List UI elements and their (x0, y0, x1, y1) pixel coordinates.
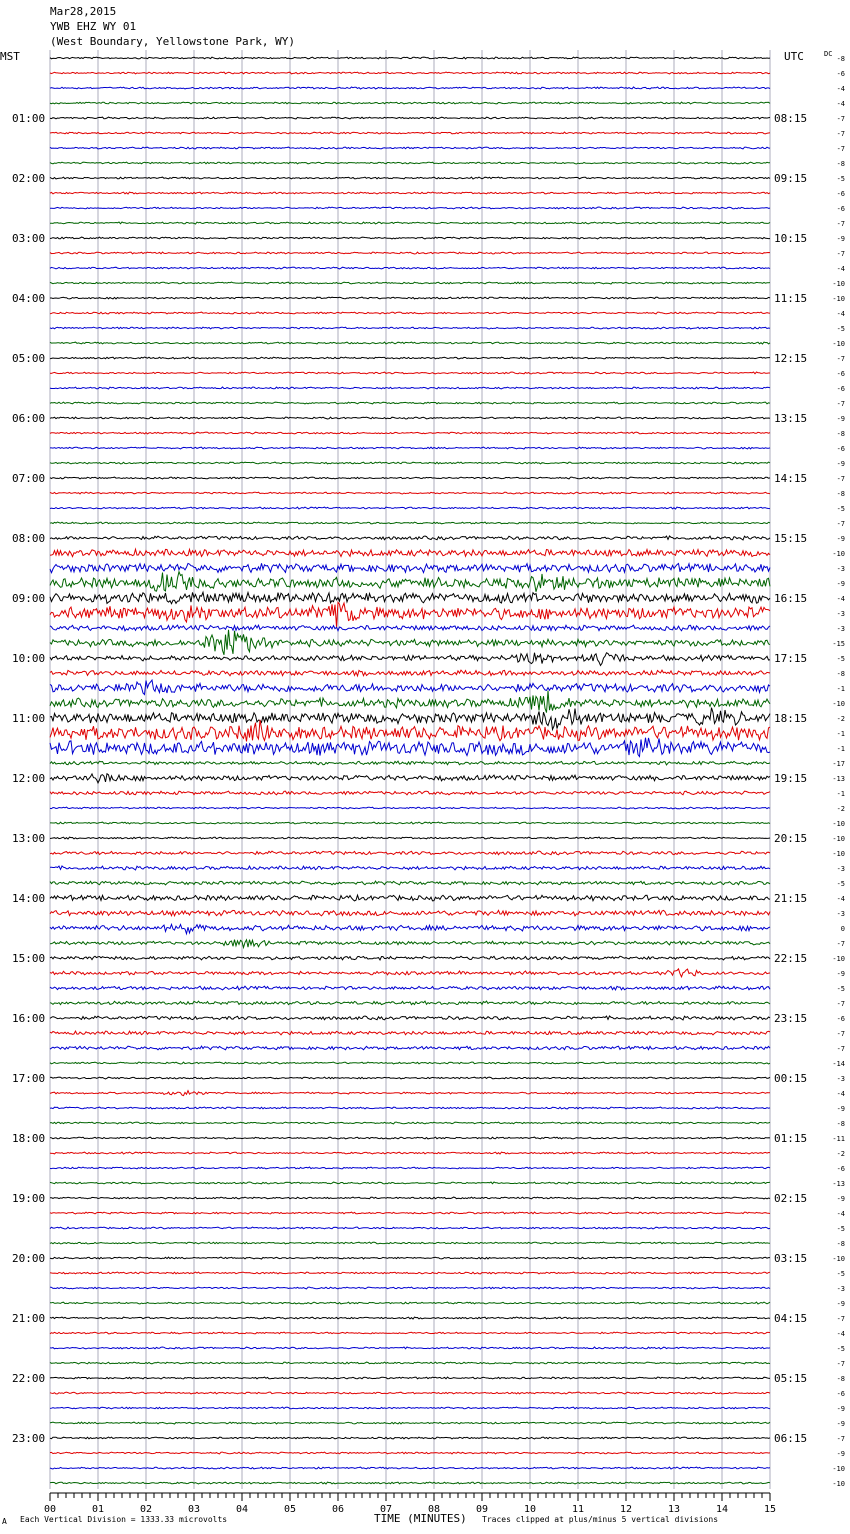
dc-offset-value: -3 (836, 625, 845, 633)
trace-row-15 (50, 282, 770, 284)
dc-offset-value: -3 (836, 565, 845, 573)
trace-row-53 (50, 851, 770, 855)
trace-row-85 (50, 1332, 770, 1334)
dc-offset-value: -7 (836, 1045, 845, 1053)
dc-offset-value: -2 (836, 715, 845, 723)
right-hour-label: 01:15 (774, 1132, 808, 1145)
trace-row-93 (50, 1452, 770, 1454)
dc-offset-value: -9 (836, 1450, 845, 1458)
dc-offset-value: -8 (836, 430, 845, 438)
trace-row-30 (50, 507, 770, 509)
trace-row-22 (50, 387, 770, 389)
left-hour-label: 17:00 (12, 1072, 46, 1085)
left-hour-label: 03:00 (12, 232, 46, 245)
dc-offset-value: -6 (836, 70, 845, 78)
dc-offset-value: -13 (832, 775, 845, 783)
trace-row-86 (50, 1347, 770, 1349)
dc-offset-value: -5 (836, 880, 845, 888)
dc-offset-value: -9 (836, 235, 845, 243)
trace-row-36 (50, 592, 770, 603)
dc-offset-value: -9 (836, 1105, 845, 1113)
dc-offset-value: -9 (836, 1300, 845, 1308)
right-hour-label: 04:15 (774, 1312, 808, 1325)
trace-row-48 (50, 774, 770, 783)
trace-row-89 (50, 1392, 770, 1394)
dc-offset-value: -2 (836, 1150, 845, 1158)
trace-row-4 (50, 117, 770, 119)
trace-row-37 (50, 602, 770, 627)
trace-row-95 (50, 1482, 770, 1484)
dc-offset-value: -9 (836, 580, 845, 588)
x-tick-label: 05 (283, 1504, 297, 1515)
footer-mark: A (2, 1517, 7, 1526)
dc-offset-value: -8 (836, 1375, 845, 1383)
trace-row-44 (50, 708, 770, 730)
right-timezone-label: UTC (784, 50, 804, 63)
trace-row-7 (50, 162, 770, 164)
trace-row-57 (50, 910, 770, 915)
dc-offset-value: -4 (836, 100, 845, 108)
left-hour-label: 09:00 (12, 592, 46, 605)
dc-offset-value: -7 (836, 520, 845, 528)
trace-row-42 (50, 680, 770, 694)
right-hour-label: 02:15 (774, 1192, 808, 1205)
dc-offset-value: -5 (836, 175, 845, 183)
trace-row-92 (50, 1437, 770, 1439)
dc-offset-value: -1 (836, 745, 845, 753)
trace-row-10 (50, 207, 770, 209)
left-hour-label: 13:00 (12, 832, 46, 845)
right-hour-label: 08:15 (774, 112, 808, 125)
trace-row-23 (50, 402, 770, 404)
dc-offset-value: -10 (832, 700, 845, 708)
trace-row-34 (50, 563, 770, 572)
dc-offset-value: -9 (836, 1195, 845, 1203)
left-hour-label: 01:00 (12, 112, 46, 125)
right-hour-label: 10:15 (774, 232, 808, 245)
dc-offset-value: -4 (836, 895, 845, 903)
right-hour-label: 11:15 (774, 292, 808, 305)
trace-row-70 (50, 1107, 770, 1109)
x-tick-label: 09 (475, 1504, 489, 1515)
left-hour-label: 11:00 (12, 712, 46, 725)
trace-row-31 (50, 522, 770, 524)
trace-row-13 (50, 252, 770, 254)
trace-row-73 (50, 1152, 770, 1154)
dc-offset-value: -7 (836, 130, 845, 138)
trace-row-67 (50, 1062, 770, 1064)
x-tick-label: 03 (187, 1504, 201, 1515)
dc-offset-values (832, 55, 845, 1488)
dc-offset-value: -7 (836, 220, 845, 228)
dc-offset-value: -7 (836, 1000, 845, 1008)
right-hour-label: 09:15 (774, 172, 808, 185)
left-hour-label: 02:00 (12, 172, 46, 185)
dc-offset-value: -5 (836, 655, 845, 663)
trace-row-82 (50, 1287, 770, 1289)
trace-row-78 (50, 1227, 770, 1229)
dc-offset-value: -7 (836, 115, 845, 123)
trace-row-12 (50, 237, 770, 239)
trace-row-9 (50, 192, 770, 194)
dc-offset-value: -6 (836, 1015, 845, 1023)
trace-row-0 (50, 57, 770, 59)
dc-offset-value: -5 (836, 325, 845, 333)
x-tick-label: 11 (571, 1504, 585, 1515)
trace-row-43 (50, 691, 770, 713)
dc-offset-value: -7 (836, 145, 845, 153)
trace-row-18 (50, 327, 770, 329)
dc-offset-value: -3 (836, 1285, 845, 1293)
dc-offset-value: -3 (836, 910, 845, 918)
dc-offset-value: -3 (836, 865, 845, 873)
left-hour-label: 04:00 (12, 292, 46, 305)
right-hour-label: 00:15 (774, 1072, 808, 1085)
trace-row-71 (50, 1122, 770, 1124)
trace-row-5 (50, 132, 770, 134)
trace-row-11 (50, 222, 770, 224)
dc-offset-value: -1 (836, 790, 845, 798)
trace-row-80 (50, 1257, 770, 1259)
dc-offset-value: -10 (832, 1255, 845, 1263)
dc-offset-value: -6 (836, 445, 845, 453)
dc-offset-value: -3 (836, 1075, 845, 1083)
left-hour-label: 12:00 (12, 772, 46, 785)
trace-row-60 (50, 956, 770, 960)
dc-offset-value: -6 (836, 370, 845, 378)
dc-offset-value: -17 (832, 760, 845, 768)
trace-row-49 (50, 791, 770, 795)
trace-row-77 (50, 1212, 770, 1214)
right-hour-label: 23:15 (774, 1012, 808, 1025)
dc-offset-value: -9 (836, 1405, 845, 1413)
clip-note: Traces clipped at plus/minus 5 vertical divisions (482, 1515, 719, 1524)
dc-offset-value: -1 (836, 685, 845, 693)
right-hour-label: 21:15 (774, 892, 808, 905)
dc-offset-value: -6 (836, 1165, 845, 1173)
right-hour-label: 05:15 (774, 1372, 808, 1385)
left-hour-label: 14:00 (12, 892, 46, 905)
right-hour-label: 20:15 (774, 832, 808, 845)
trace-row-90 (50, 1407, 770, 1409)
trace-row-35 (50, 572, 770, 592)
left-hour-label: 08:00 (12, 532, 46, 545)
dc-offset-value: -10 (832, 850, 845, 858)
trace-row-75 (50, 1182, 770, 1184)
right-hour-label: 14:15 (774, 472, 808, 485)
trace-row-79 (50, 1242, 770, 1244)
trace-row-38 (50, 625, 770, 631)
dc-offset-value: -4 (836, 265, 845, 273)
x-tick-label: 07 (379, 1504, 393, 1515)
dc-offset-value: -8 (836, 1240, 845, 1248)
dc-offset-value: -6 (836, 385, 845, 393)
left-hour-label: 18:00 (12, 1132, 46, 1145)
dc-offset-value: -7 (836, 400, 845, 408)
dc-offset-value: -7 (836, 1435, 845, 1443)
trace-row-54 (50, 866, 770, 870)
dc-offset-value: -7 (836, 475, 845, 483)
trace-row-41 (50, 670, 770, 676)
x-tick-label: 02 (139, 1504, 153, 1515)
dc-offset-value: -5 (836, 505, 845, 513)
dc-offset-value: -9 (836, 415, 845, 423)
x-axis-title: TIME (MINUTES) (374, 1512, 467, 1525)
dc-offset-value: -9 (836, 1420, 845, 1428)
trace-row-29 (50, 492, 770, 494)
trace-row-88 (50, 1377, 770, 1379)
left-hour-label: 19:00 (12, 1192, 46, 1205)
right-hour-label: 03:15 (774, 1252, 808, 1265)
trace-row-62 (50, 986, 770, 990)
left-hour-label: 07:00 (12, 472, 46, 485)
dc-offset-value: -7 (836, 1030, 845, 1038)
dc-offset-value: -6 (836, 190, 845, 198)
dc-offset-value: -5 (836, 1270, 845, 1278)
dc-offset-value: -8 (836, 160, 845, 168)
dc-offset-value: -5 (836, 1225, 845, 1233)
dc-offset-value: -8 (836, 490, 845, 498)
x-tick-label: 14 (715, 1504, 729, 1515)
x-tick-label: 08 (427, 1504, 441, 1515)
dc-offset-value: -10 (832, 1480, 845, 1488)
right-hour-label: 15:15 (774, 532, 808, 545)
trace-row-16 (50, 297, 770, 299)
left-hour-label: 21:00 (12, 1312, 46, 1325)
station-code: YWB EHZ WY 01 (50, 20, 137, 33)
trace-row-26 (50, 447, 770, 449)
trace-row-55 (50, 881, 770, 885)
trace-row-64 (50, 1016, 770, 1020)
trace-row-14 (50, 267, 770, 269)
trace-row-56 (50, 895, 770, 901)
dc-offset-value: -7 (836, 1315, 845, 1323)
trace-row-27 (50, 462, 770, 464)
dc-offset-value: -8 (836, 55, 845, 63)
trace-row-46 (50, 738, 770, 757)
x-tick-label: 00 (43, 1504, 57, 1515)
trace-row-52 (50, 837, 770, 839)
right-hour-label: 16:15 (774, 592, 808, 605)
right-hour-label: 12:15 (774, 352, 808, 365)
dc-offset-value: -7 (836, 1360, 845, 1368)
trace-row-24 (50, 417, 770, 419)
dc-offset-value: -10 (832, 955, 845, 963)
dc-offset-value: -11 (832, 1135, 845, 1143)
dc-offset-value: -10 (832, 835, 845, 843)
trace-row-74 (50, 1167, 770, 1169)
dc-offset-value: -6 (836, 1390, 845, 1398)
right-hour-label: 18:15 (774, 712, 808, 725)
dc-offset-value: -4 (836, 1210, 845, 1218)
left-hour-label: 15:00 (12, 952, 46, 965)
right-hour-label: 19:15 (774, 772, 808, 785)
trace-row-76 (50, 1197, 770, 1199)
trace-row-69 (50, 1091, 770, 1096)
dc-offset-value: -7 (836, 250, 845, 258)
x-tick-label: 01 (91, 1504, 105, 1515)
dc-offset-value: -15 (832, 640, 845, 648)
right-hour-labels (774, 112, 807, 1445)
dc-offset-value: -4 (836, 1330, 845, 1338)
dc-label: DC (824, 50, 833, 58)
dc-offset-value: -4 (836, 310, 845, 318)
trace-row-65 (50, 1031, 770, 1035)
trace-row-94 (50, 1467, 770, 1469)
dc-offset-value: -4 (836, 595, 845, 603)
dc-offset-value: -4 (836, 1090, 845, 1098)
x-tick-label: 15 (763, 1504, 777, 1515)
trace-row-84 (50, 1317, 770, 1319)
right-hour-label: 13:15 (774, 412, 808, 425)
left-hour-label: 16:00 (12, 1012, 46, 1025)
trace-row-28 (50, 477, 770, 479)
dc-offset-value: -8 (836, 1120, 845, 1128)
dc-offset-value: -10 (832, 1465, 845, 1473)
dc-offset-value: -4 (836, 85, 845, 93)
trace-row-87 (50, 1362, 770, 1364)
trace-row-19 (50, 342, 770, 344)
x-tick-label: 13 (667, 1504, 681, 1515)
trace-row-25 (50, 432, 770, 434)
left-hour-labels (12, 112, 45, 1445)
scale-note: Each Vertical Division = 1333.33 microvolts (20, 1515, 228, 1524)
station-name: (West Boundary, Yellowstone Park, WY) (50, 35, 296, 48)
trace-row-6 (50, 147, 770, 149)
dc-offset-value: -8 (836, 670, 845, 678)
dc-offset-value: -10 (832, 295, 845, 303)
dc-offset-value: -6 (836, 205, 845, 213)
x-tick-label: 12 (619, 1504, 633, 1515)
left-hour-label: 20:00 (12, 1252, 46, 1265)
dc-offset-value: -5 (836, 985, 845, 993)
trace-row-2 (50, 87, 770, 89)
dc-offset-value: -10 (832, 820, 845, 828)
dc-offset-value: -7 (836, 355, 845, 363)
left-timezone-label: MST (0, 50, 20, 63)
trace-row-21 (50, 372, 770, 374)
trace-row-83 (50, 1302, 770, 1304)
trace-row-20 (50, 357, 770, 359)
trace-row-72 (50, 1137, 770, 1139)
trace-row-68 (50, 1077, 770, 1079)
right-hour-label: 17:15 (774, 652, 808, 665)
trace-row-45 (50, 720, 770, 742)
left-hour-label: 22:00 (12, 1372, 46, 1385)
right-hour-label: 22:15 (774, 952, 808, 965)
dc-offset-value: -10 (832, 280, 845, 288)
left-hour-label: 05:00 (12, 352, 46, 365)
dc-offset-value: -1 (836, 730, 845, 738)
trace-row-40 (50, 653, 770, 666)
x-tick-label: 04 (235, 1504, 249, 1515)
dc-offset-value: 0 (840, 925, 845, 933)
dc-offset-value: -9 (836, 535, 845, 543)
trace-row-3 (50, 102, 770, 104)
trace-row-17 (50, 312, 770, 314)
trace-row-47 (50, 761, 770, 765)
trace-row-32 (50, 536, 770, 540)
trace-row-59 (50, 940, 770, 948)
trace-row-8 (50, 177, 770, 179)
trace-row-61 (50, 969, 770, 977)
trace-row-58 (50, 924, 770, 933)
trace-row-81 (50, 1272, 770, 1274)
left-hour-label: 10:00 (12, 652, 46, 665)
dc-offset-value: -2 (836, 805, 845, 813)
trace-row-1 (50, 72, 770, 74)
trace-row-39 (50, 630, 770, 655)
trace-layer (50, 57, 770, 1484)
dc-offset-value: -3 (836, 610, 845, 618)
trace-row-33 (50, 549, 770, 556)
right-hour-label: 06:15 (774, 1432, 808, 1445)
dc-offset-value: -10 (832, 550, 845, 558)
left-hour-label: 23:00 (12, 1432, 46, 1445)
trace-row-91 (50, 1422, 770, 1424)
dc-offset-value: -10 (832, 340, 845, 348)
trace-row-63 (50, 1001, 770, 1005)
x-tick-label: 10 (523, 1504, 537, 1515)
x-tick-label: 06 (331, 1504, 345, 1515)
trace-row-51 (50, 822, 770, 824)
dc-offset-value: -13 (832, 1180, 845, 1188)
dc-offset-value: -14 (832, 1060, 845, 1068)
left-hour-label: 06:00 (12, 412, 46, 425)
dc-offset-value: -9 (836, 460, 845, 468)
trace-row-66 (50, 1046, 770, 1050)
dc-offset-value: -9 (836, 970, 845, 978)
trace-row-50 (50, 807, 770, 809)
chart-date: Mar28,2015 (50, 5, 117, 18)
dc-offset-value: -5 (836, 1345, 845, 1353)
dc-offset-value: -7 (836, 940, 845, 948)
